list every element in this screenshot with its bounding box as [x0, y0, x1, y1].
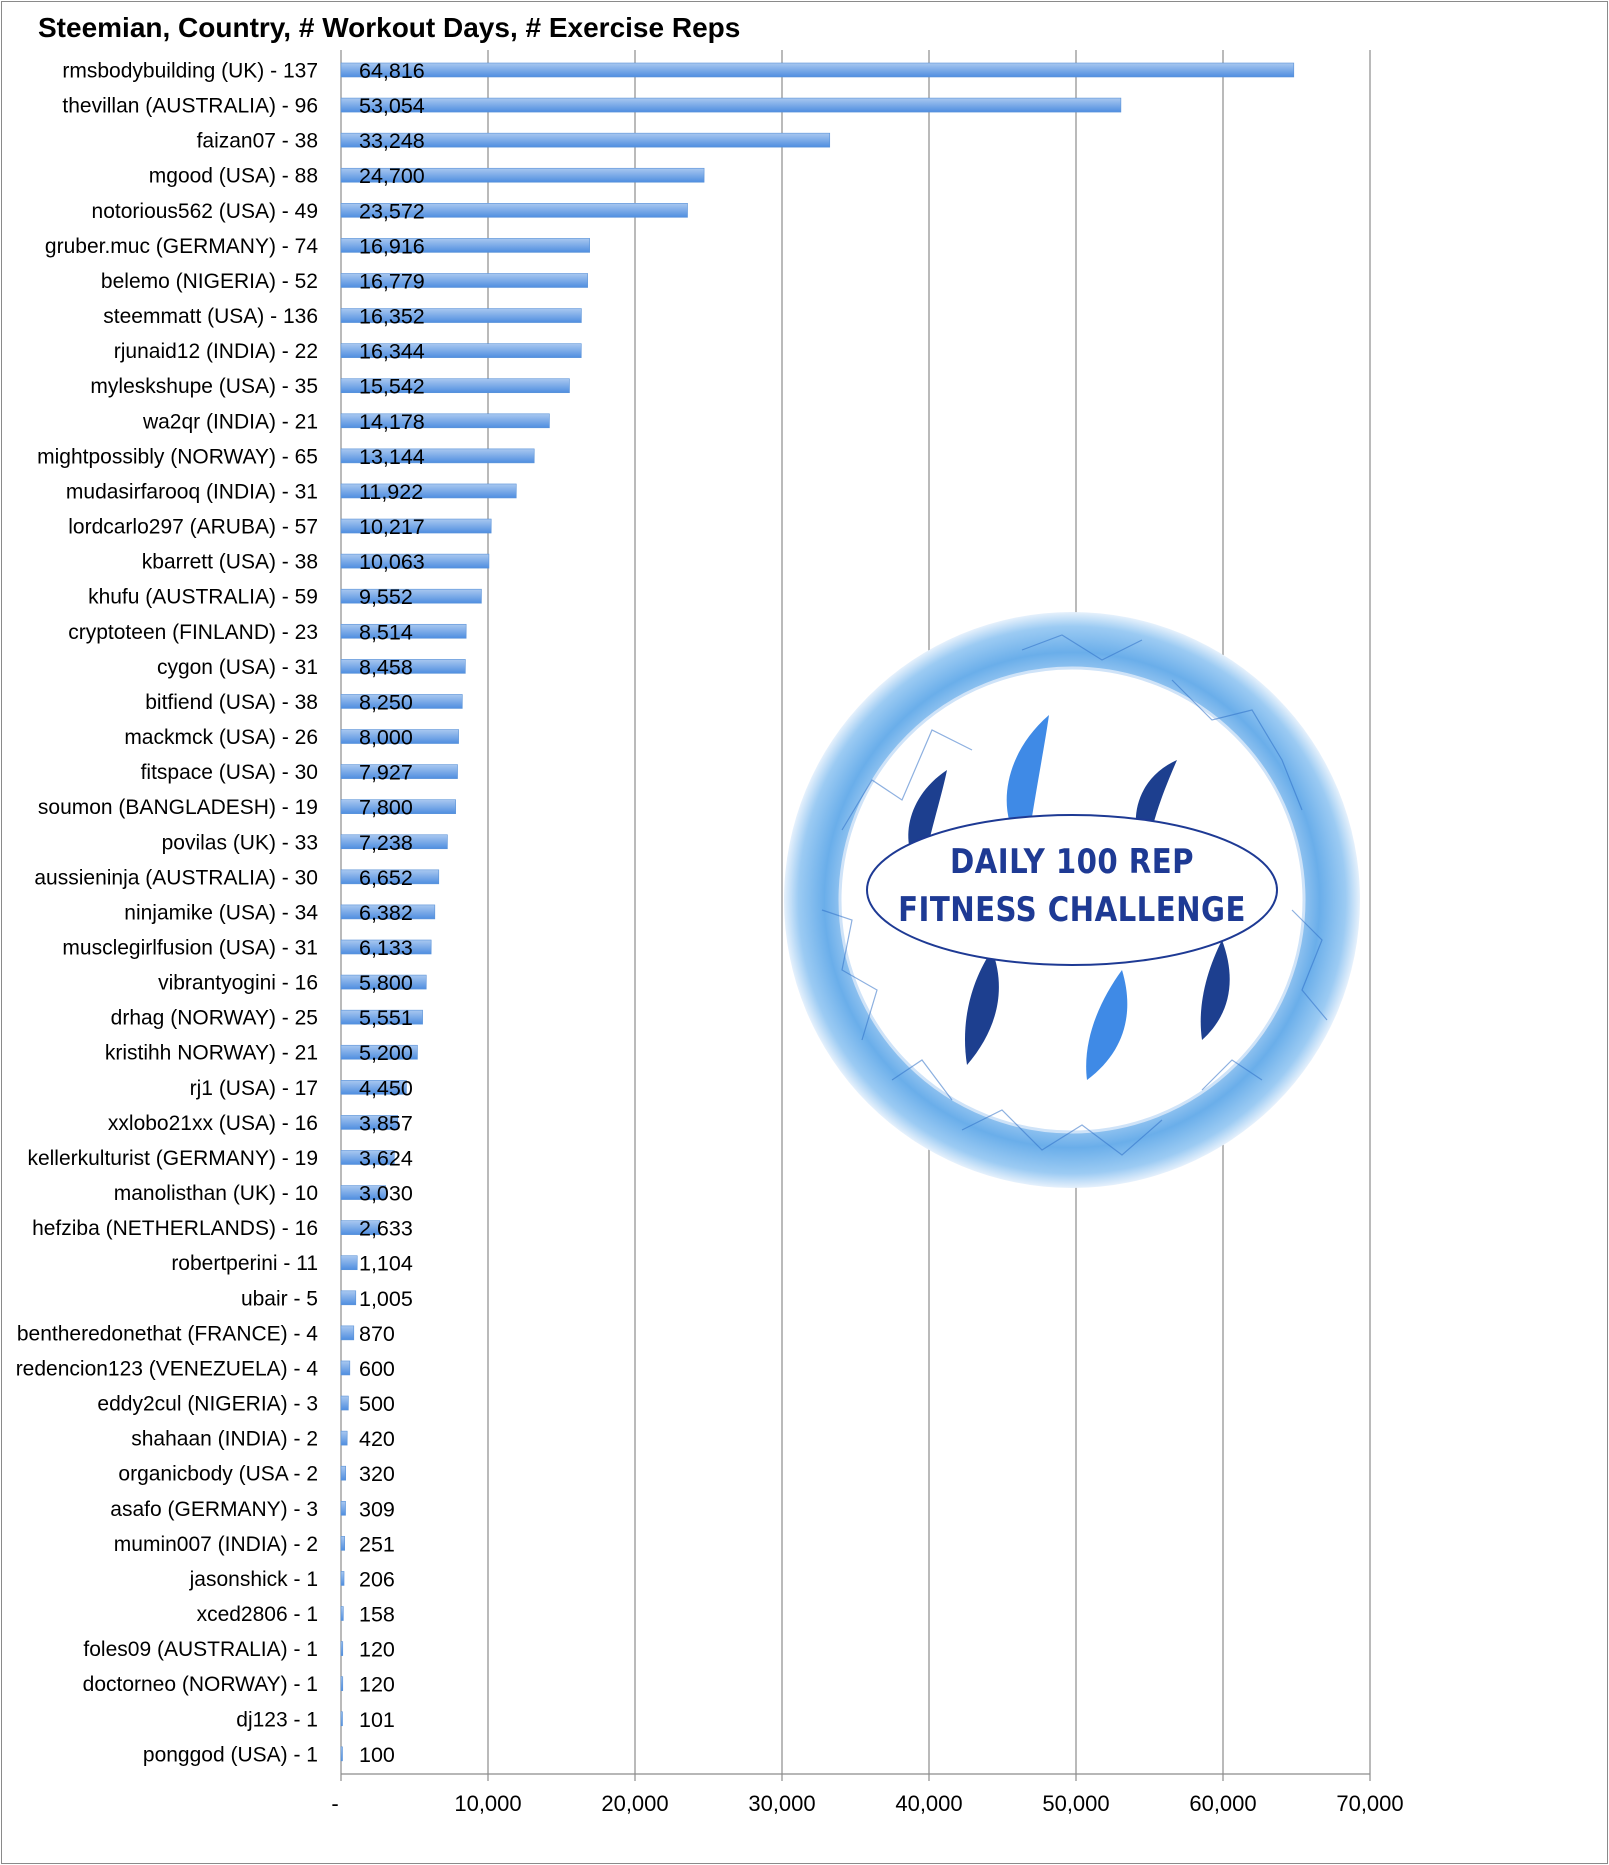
data-label: 206 — [359, 1567, 395, 1592]
bar — [341, 63, 1294, 77]
logo-line-2: FITNESS CHALLENGE — [898, 890, 1246, 930]
bar — [341, 98, 1121, 112]
data-label: 4,450 — [359, 1076, 413, 1101]
data-label: 7,800 — [359, 795, 413, 820]
bar — [341, 1607, 343, 1621]
bar — [341, 1361, 350, 1375]
x-tick-label: 60,000 — [1189, 1791, 1257, 1816]
bar — [341, 1642, 343, 1656]
data-label: 16,779 — [359, 269, 425, 294]
data-label: 870 — [359, 1321, 395, 1346]
category-label: thevillan (AUSTRALIA) - 96 — [62, 94, 318, 118]
x-tick-label: 70,000 — [1336, 1791, 1404, 1816]
data-label: 11,922 — [359, 479, 424, 504]
category-label: gruber.muc (GERMANY) - 74 — [44, 234, 318, 258]
category-label: rj1 (USA) - 17 — [189, 1076, 318, 1100]
category-label: khufu (AUSTRALIA) - 59 — [88, 585, 318, 609]
category-label: mackmck (USA) - 26 — [124, 726, 318, 750]
bar — [341, 1536, 345, 1550]
x-axis-ticks — [331, 1774, 1403, 1816]
category-label: doctorneo (NORWAY) - 1 — [82, 1673, 318, 1697]
category-label: drhag (NORWAY) - 25 — [110, 1006, 318, 1030]
category-label: fitspace (USA) - 30 — [140, 761, 318, 785]
category-label: bitfiend (USA) - 38 — [145, 690, 318, 714]
data-label: 1,005 — [359, 1286, 413, 1311]
data-label: 6,382 — [359, 900, 413, 925]
category-label: mgood (USA) - 88 — [148, 164, 318, 188]
data-label: 309 — [359, 1497, 395, 1522]
category-label: xxlobo21xx (USA) - 16 — [107, 1111, 318, 1135]
x-tick-label: 50,000 — [1042, 1791, 1110, 1816]
x-tick-label: 20,000 — [601, 1791, 669, 1816]
category-label: steemmatt (USA) - 136 — [103, 305, 318, 329]
data-label: 7,927 — [359, 760, 413, 785]
category-label: foles09 (AUSTRALIA) - 1 — [83, 1638, 318, 1662]
bar — [341, 1677, 343, 1691]
category-label: povilas (UK) - 33 — [161, 831, 318, 855]
category-label: dj123 - 1 — [236, 1708, 318, 1732]
data-label: 320 — [359, 1462, 395, 1487]
data-label: 64,816 — [359, 59, 425, 83]
bar — [341, 1431, 347, 1445]
category-label: mightpossibly (NORWAY) - 65 — [37, 445, 318, 469]
bar — [341, 1501, 346, 1515]
data-label: 5,200 — [359, 1041, 413, 1066]
data-label: 8,514 — [359, 620, 413, 645]
data-label: 3,030 — [359, 1181, 413, 1206]
data-label: 8,000 — [359, 725, 413, 750]
data-label: 16,344 — [359, 339, 425, 364]
category-label: belemo (NIGERIA) - 52 — [100, 269, 318, 293]
category-label: wa2qr (INDIA) - 21 — [142, 410, 318, 434]
bar — [341, 1326, 354, 1340]
category-label: jasonshick - 1 — [189, 1567, 318, 1591]
data-label: 9,552 — [359, 585, 413, 610]
category-label: manolisthan (UK) - 10 — [113, 1182, 318, 1206]
category-label: shahaan (INDIA) - 2 — [131, 1427, 318, 1451]
category-label: notorious562 (USA) - 49 — [91, 199, 318, 223]
category-label: ubair - 5 — [240, 1287, 318, 1311]
data-label: 8,250 — [359, 690, 413, 715]
category-label: kbarrett (USA) - 38 — [141, 550, 318, 574]
category-label: cryptoteen (FINLAND) - 23 — [68, 620, 318, 644]
fitness-challenge-logo — [782, 610, 1362, 1190]
bar — [341, 1712, 343, 1726]
data-label: 14,178 — [359, 409, 425, 434]
category-label: xced2806 - 1 — [196, 1603, 318, 1627]
data-label: 53,054 — [359, 94, 425, 119]
category-label: lordcarlo297 (ARUBA) - 57 — [68, 515, 318, 539]
category-label: cygon (USA) - 31 — [156, 655, 318, 679]
data-label: 100 — [359, 1742, 395, 1767]
category-label: hefziba (NETHERLANDS) - 16 — [32, 1217, 318, 1241]
category-label: kellerkulturist (GERMANY) - 19 — [27, 1146, 318, 1170]
x-tick-label: 30,000 — [748, 1791, 816, 1816]
x-tick-label: 10,000 — [454, 1791, 522, 1816]
category-label: aussieninja (AUSTRALIA) - 30 — [34, 866, 318, 890]
category-label: mudasirfarooq (INDIA) - 31 — [65, 480, 318, 504]
logo-line-1: DAILY 100 REP — [950, 842, 1194, 882]
data-label: 101 — [359, 1707, 395, 1732]
bar — [341, 1466, 346, 1480]
data-label: 16,352 — [359, 304, 425, 329]
category-label: asafo (GERMANY) - 3 — [110, 1497, 318, 1521]
data-label: 5,551 — [359, 1006, 413, 1031]
data-label: 13,144 — [359, 444, 425, 469]
category-label: musclegirlfusion (USA) - 31 — [62, 936, 318, 960]
data-label: 500 — [359, 1392, 395, 1417]
data-label: 120 — [359, 1672, 395, 1697]
category-label: eddy2cul (NIGERIA) - 3 — [97, 1392, 318, 1416]
data-label: 7,238 — [359, 830, 413, 855]
data-label: 33,248 — [359, 129, 425, 154]
data-label: 5,800 — [359, 971, 413, 996]
data-label: 10,217 — [359, 515, 425, 540]
data-label: 158 — [359, 1602, 395, 1627]
category-label: redencion123 (VENEZUELA) - 4 — [15, 1357, 318, 1381]
data-label: 251 — [359, 1532, 395, 1557]
bar — [341, 1747, 343, 1761]
category-labels — [16, 60, 319, 1767]
data-label: 8,458 — [359, 655, 413, 680]
category-label: myleskshupe (USA) - 35 — [90, 375, 318, 399]
bar — [341, 1396, 348, 1410]
category-label: ponggod (USA) - 1 — [142, 1743, 318, 1767]
x-tick-label: 40,000 — [895, 1791, 963, 1816]
category-label: bentheredonethat (FRANCE) - 4 — [16, 1322, 318, 1346]
data-label: 23,572 — [359, 199, 425, 224]
category-label: robertperini - 11 — [171, 1252, 318, 1276]
bar — [341, 1256, 357, 1270]
data-label: 16,916 — [359, 234, 425, 259]
category-label: faizan07 - 38 — [196, 129, 318, 153]
category-label: ninjamike (USA) - 34 — [124, 901, 318, 925]
data-label: 3,857 — [359, 1111, 413, 1136]
data-label: 3,624 — [359, 1146, 413, 1171]
data-label: 2,633 — [359, 1216, 413, 1241]
category-label: rjunaid12 (INDIA) - 22 — [113, 340, 318, 364]
chart-title: Steemian, Country, # Workout Days, # Exercise Reps — [38, 12, 741, 43]
category-label: rmsbodybuilding (UK) - 137 — [62, 59, 318, 83]
bar — [341, 1571, 344, 1585]
data-label: 600 — [359, 1356, 395, 1381]
category-label: soumon (BANGLADESH) - 19 — [37, 796, 318, 820]
data-label: 420 — [359, 1427, 395, 1452]
category-label: mumin007 (INDIA) - 2 — [113, 1532, 318, 1556]
x-tick-label: - — [331, 1791, 339, 1816]
logo-banner — [867, 815, 1277, 965]
bar — [341, 1291, 356, 1305]
data-label: 6,652 — [359, 865, 413, 890]
data-label: 1,104 — [359, 1251, 413, 1276]
data-label: 6,133 — [359, 936, 413, 960]
data-label: 10,063 — [359, 550, 425, 575]
category-label: kristihh NORWAY) - 21 — [104, 1041, 318, 1065]
data-label: 24,700 — [359, 164, 425, 189]
category-label: organicbody (USA - 2 — [118, 1462, 318, 1486]
data-label: 120 — [359, 1637, 395, 1662]
category-label: vibrantyogini - 16 — [158, 971, 318, 995]
data-label: 15,542 — [359, 374, 425, 399]
